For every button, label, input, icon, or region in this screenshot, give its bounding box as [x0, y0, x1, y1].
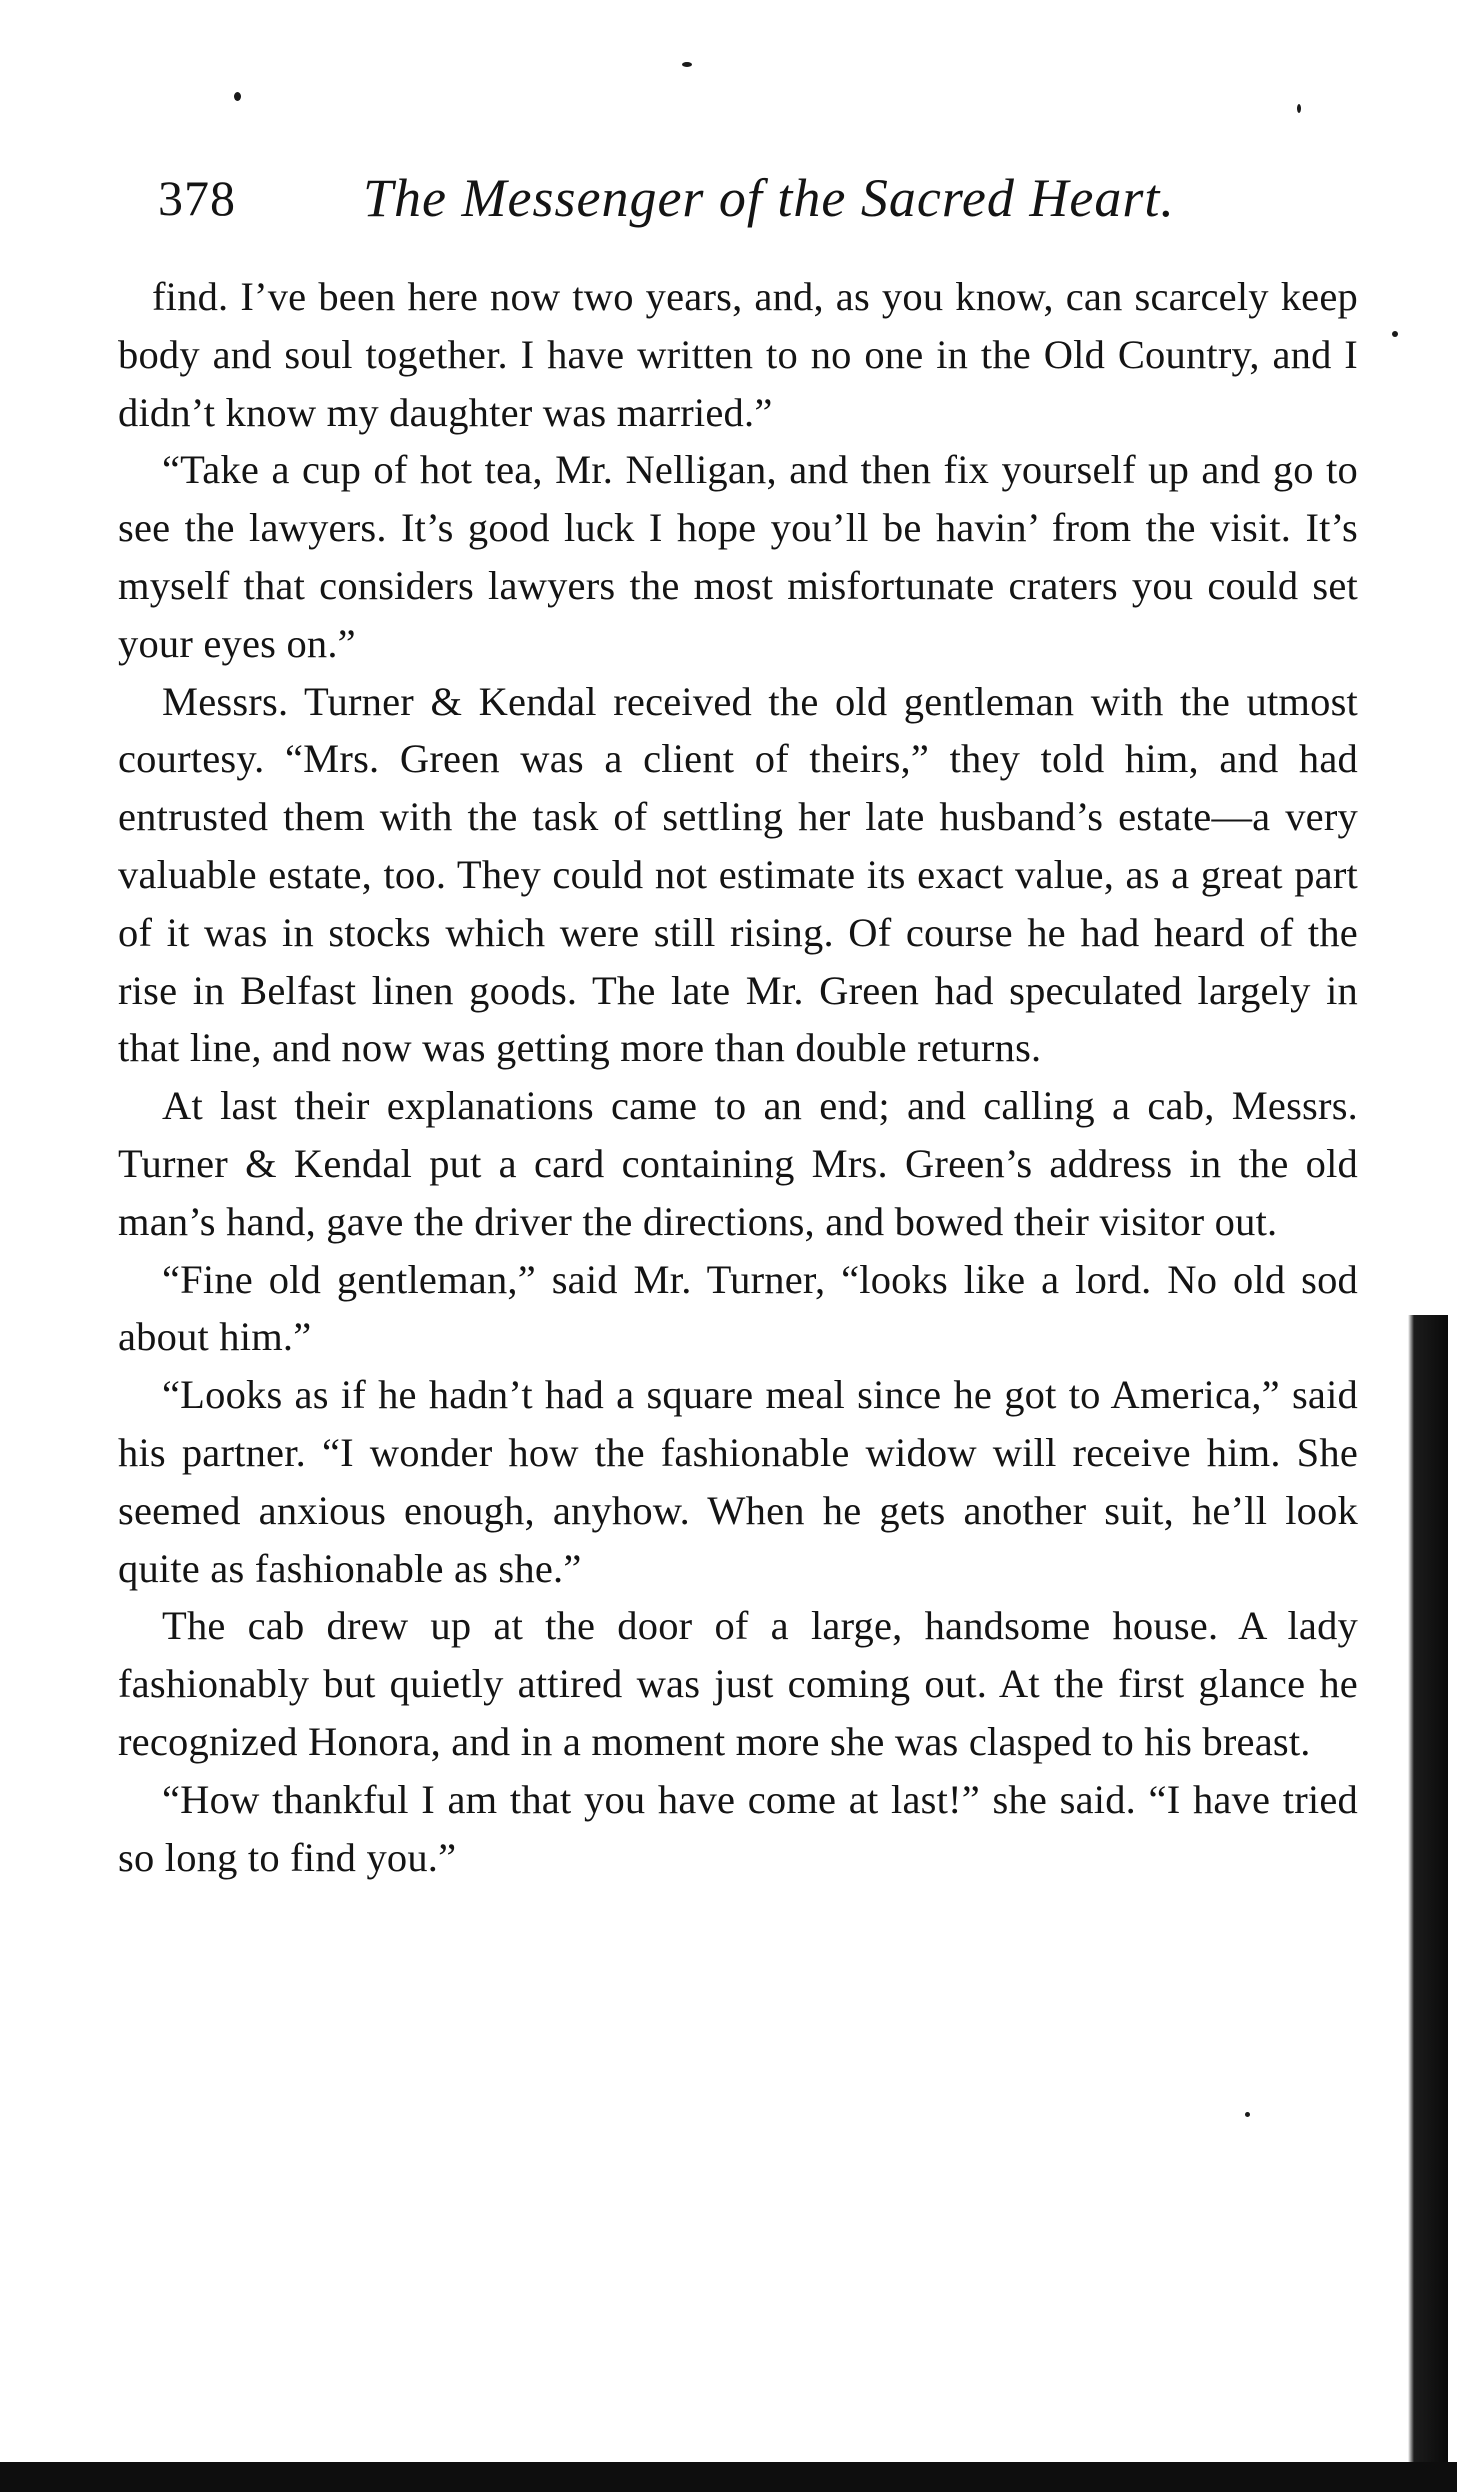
- paragraph: “Looks as if he hadn’t had a square meal since he got to America,” said his partner. “I wonder how the fashionable widow will receive him. She seemed anxious enough, anyhow. When he gets another suit, he’ll look quite as fashionable as she.”: [118, 1372, 1358, 1591]
- ink-speck: [1297, 104, 1301, 113]
- ink-speck: [1245, 2112, 1250, 2117]
- paragraph: Messrs. Turner & Kendal received the old gentleman with the utmost courtesy. “Mrs. Green was a client of theirs,” they told him, and had entrusted them with the task of settling her late husband’s estate—a very valuable estate, too. They could not estimate its exact value, as a great part of it was in stocks which were still rising. Of course he had heard of the rise in Belfast linen goods. The late Mr. Green had speculated largely in that line, and now was getting more than double returns.: [118, 678, 1358, 1071]
- paragraph: find. I’ve been here now two years, and, as you know, can scarcely keep body and soul together. I have written to no one in the Old Country, and I didn’t know my daughter was married.”: [118, 274, 1358, 435]
- paragraph: At last their explanations came to an end; and calling a cab, Messrs. Turner & Kendal put a card containing Mrs. Green’s address in the old man’s hand, gave the driver the directions, and bowed their visitor out.: [118, 1083, 1358, 1244]
- ink-speck: [234, 92, 241, 101]
- paragraph: The cab drew up at the door of a large, handsome house. A lady fashionably but quietly attired was just coming out. At the first glance he recognized Honora, and in a moment more she was clasped to his breast.: [118, 1603, 1358, 1764]
- paragraph: “How thankful I am that you have come at last!” she said. “I have tried so long to find you.”: [118, 1776, 1358, 1880]
- ink-speck: [1392, 331, 1398, 337]
- page-number: 378: [158, 170, 236, 226]
- page-header: [158, 158, 1258, 238]
- ink-speck: [682, 62, 692, 67]
- paragraph: “Take a cup of hot tea, Mr. Nelligan, and then fix yourself up and go to see the lawyers. It’s good luck I hope you’ll be havin’ from the visit. It’s myself that considers lawyers the most misfortunate craters you could set your eyes on.”: [118, 447, 1358, 666]
- body-text: [118, 268, 1358, 1886]
- scan-bottom-edge: [0, 2462, 1457, 2492]
- paragraph: “Fine old gentleman,” said Mr. Turner, “looks like a lord. No old sod about him.”: [118, 1256, 1358, 1360]
- scan-edge-shadow: [1408, 1315, 1448, 2492]
- running-title: The Messenger of the Sacred Heart.: [363, 168, 1175, 228]
